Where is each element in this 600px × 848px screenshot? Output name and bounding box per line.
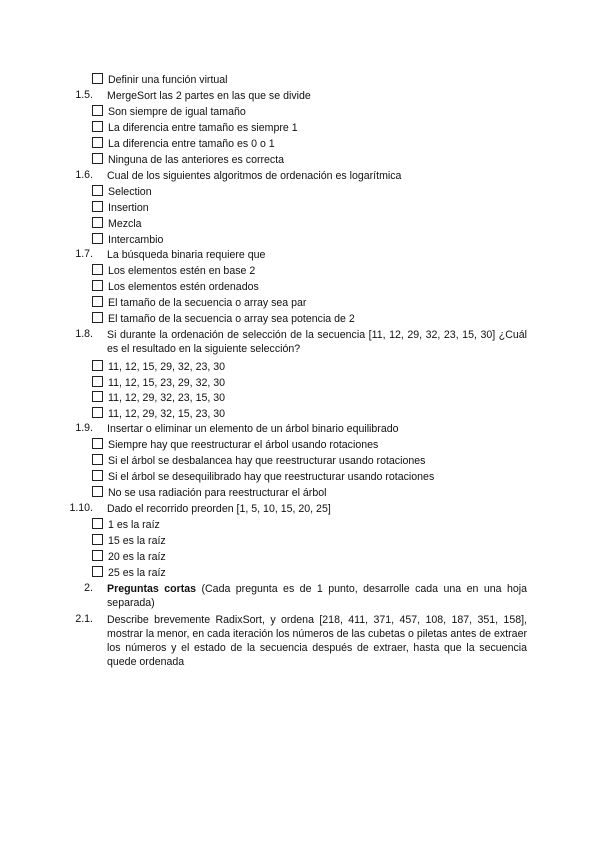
option-label: 20 es la raíz: [108, 551, 166, 563]
question-number: 1.8.: [75, 328, 93, 340]
list-item[interactable]: [92, 534, 166, 548]
option-label: Ninguna de las anteriores es correcta: [108, 154, 285, 166]
question-number: 1.7.: [75, 248, 93, 260]
list-item[interactable]: [92, 312, 355, 326]
checkbox[interactable]: [92, 105, 103, 116]
option-label: No se usa radiación para reestructurar el árbol: [108, 487, 327, 499]
option-label: Selection: [108, 186, 152, 198]
list-item[interactable]: [92, 486, 326, 500]
list-item[interactable]: [92, 360, 225, 374]
checkbox[interactable]: [92, 360, 103, 371]
option-label: Mezcla: [108, 218, 142, 230]
option-label: Son siempre de igual tamaño: [108, 106, 246, 118]
list-item[interactable]: [92, 105, 246, 119]
list-item[interactable]: [92, 407, 225, 421]
list-item[interactable]: [92, 233, 163, 247]
list-item[interactable]: [92, 201, 149, 215]
option-label: 11, 12, 15, 23, 29, 32, 30: [108, 377, 226, 389]
list-item[interactable]: [92, 518, 160, 532]
question-number: 2.1.: [75, 613, 93, 625]
option-label: El tamaño de la secuencia o array sea par: [108, 297, 307, 309]
question-number: 1.10.: [69, 502, 93, 514]
question-number: 1.6.: [75, 169, 93, 181]
question-number: 1.5.: [75, 89, 93, 101]
list-item[interactable]: [92, 217, 142, 231]
option-label: La diferencia entre tamaño es 0 o 1: [108, 138, 275, 150]
option-label: 11, 12, 29, 32, 15, 23, 30: [108, 408, 226, 420]
option-label: El tamaño de la secuencia o array sea potencia de 2: [108, 313, 355, 325]
checkbox[interactable]: [92, 454, 103, 465]
checkbox[interactable]: [92, 264, 103, 275]
checkbox[interactable]: [92, 391, 103, 402]
checkbox[interactable]: [92, 121, 103, 132]
option-label: 11, 12, 15, 29, 32, 23, 30: [108, 361, 226, 373]
checkbox[interactable]: [92, 280, 103, 291]
list-item[interactable]: [92, 73, 228, 87]
checkbox[interactable]: [92, 73, 103, 84]
checkbox[interactable]: [92, 518, 103, 529]
checkbox[interactable]: [92, 296, 103, 307]
checkbox[interactable]: [92, 566, 103, 577]
checkbox[interactable]: [92, 376, 103, 387]
list-item[interactable]: [92, 566, 166, 580]
option-label: Si el árbol se desequilibrado hay que reestructurar usando rotaciones: [108, 471, 435, 483]
question-text: Dado el recorrido preorden [1, 5, 10, 15, 20, 25]: [107, 503, 331, 515]
list-item[interactable]: [92, 550, 166, 564]
option-label: 11, 12, 29, 32, 23, 15, 30: [108, 392, 226, 404]
option-label: 25 es la raíz: [108, 567, 166, 579]
list-item[interactable]: [92, 185, 152, 199]
question-number: 1.9.: [75, 422, 93, 434]
question-text: Describe brevemente RadixSort, y ordena [218, 411, 371, 457, 108, 187, 351, 158], mostrar la menor, en cada iteración los números de las cubetas o piletas antes de extraer los números y el estado de la secuencia después de extraer, hasta que la secuencia quede ordenada: [107, 614, 527, 668]
question-text: Cual de los siguientes algoritmos de ordenación es logarítmica: [107, 170, 402, 182]
section-heading: [107, 582, 527, 610]
checkbox[interactable]: [92, 312, 103, 323]
option-label: La diferencia entre tamaño es siempre 1: [108, 122, 298, 134]
list-item[interactable]: [92, 454, 425, 468]
question-text: La búsqueda binaria requiere que: [107, 249, 266, 261]
option-label: Insertion: [108, 202, 149, 214]
list-item[interactable]: [92, 296, 306, 310]
option-label: 15 es la raíz: [108, 535, 166, 547]
checkbox[interactable]: [92, 233, 103, 244]
checkbox[interactable]: [92, 438, 103, 449]
option-label: Siempre hay que reestructurar el árbol usando rotaciones: [108, 439, 379, 451]
section-subtitle: (Cada pregunta es de 1 punto, desarrolle cada una en una hoja separada): [107, 583, 527, 609]
checkbox[interactable]: [92, 153, 103, 164]
list-item[interactable]: [92, 137, 275, 151]
checkbox[interactable]: [92, 407, 103, 418]
section-number: 2.: [84, 582, 93, 594]
option-label: 1 es la raíz: [108, 519, 160, 531]
question-text: Si durante la ordenación de selección de la secuencia [11, 12, 29, 32, 23, 15, 30] ¿Cuál es el resultado en la siguiente selección?: [107, 329, 527, 355]
option-label: Los elementos estén ordenados: [108, 281, 259, 293]
list-item[interactable]: [92, 153, 284, 167]
checkbox[interactable]: [92, 486, 103, 497]
question-text: Insertar o eliminar un elemento de un árbol binario equilibrado: [107, 423, 399, 435]
checkbox[interactable]: [92, 185, 103, 196]
checkbox[interactable]: [92, 470, 103, 481]
option-label: Definir una función virtual: [108, 74, 228, 86]
option-label: Intercambio: [108, 234, 164, 246]
option-label: Los elementos estén en base 2: [108, 265, 256, 277]
option-label: Si el árbol se desbalancea hay que reestructurar usando rotaciones: [108, 455, 426, 467]
list-item[interactable]: [92, 121, 298, 135]
list-item[interactable]: [92, 264, 255, 278]
checkbox[interactable]: [92, 534, 103, 545]
question-text: MergeSort las 2 partes en las que se divide: [107, 90, 311, 102]
checkbox[interactable]: [92, 137, 103, 148]
list-item[interactable]: [92, 280, 259, 294]
checkbox[interactable]: [92, 201, 103, 212]
checkbox[interactable]: [92, 217, 103, 228]
list-item[interactable]: [92, 376, 225, 390]
list-item[interactable]: [92, 470, 434, 484]
list-item[interactable]: [92, 438, 378, 452]
section-title: Preguntas cortas: [107, 583, 197, 595]
list-item[interactable]: [92, 391, 225, 405]
checkbox[interactable]: [92, 550, 103, 561]
